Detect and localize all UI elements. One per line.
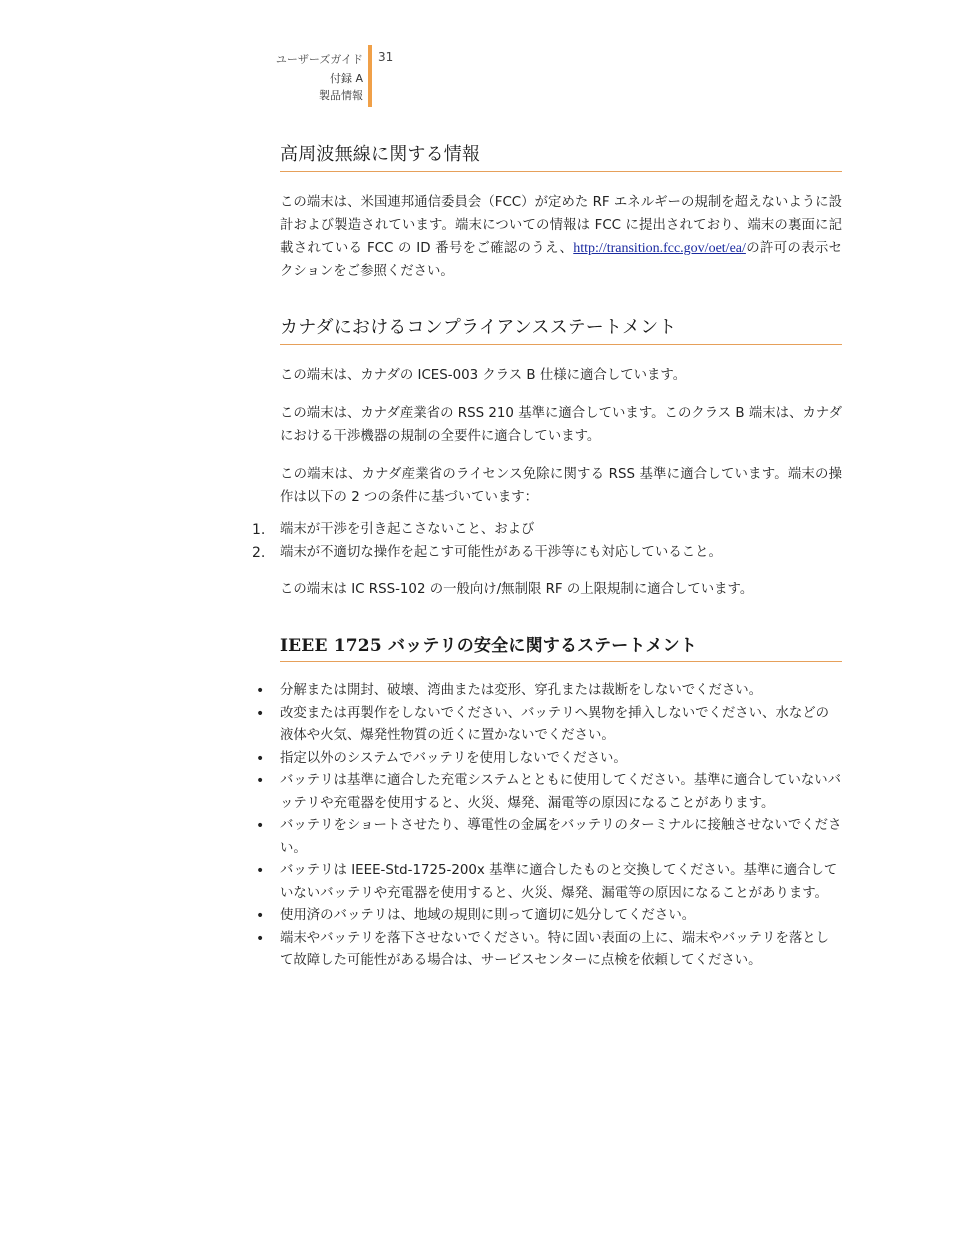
- list-item-text: 使用済のバッテリは、地域の規則に則って適切に処分してください。: [280, 908, 696, 923]
- bullet-marker: •: [256, 930, 265, 947]
- list-item-text: 改変または再製作をしないでください、バッテリへ異物を挿入しないでください、水などの液体や火気、爆発性物質の近くに置かないでください。: [280, 705, 830, 743]
- bullet-marker: •: [256, 908, 265, 924]
- section-title-canada: カナダにおけるコンプライアンスステートメント: [280, 313, 842, 345]
- section-label: 製品情報: [319, 89, 363, 102]
- bullet-marker: •: [256, 683, 265, 699]
- bullet-marker: •: [256, 818, 265, 834]
- rf-text-pre: この端末は、米国連邦通信委員会（FCC）が定めた RF エネルギーの規制を超えないように設計および製造されています。端末についての情報は FCC に提出されており、端末の裏面に記載されている FCC の ID 番号をご確認のうえ、: [280, 195, 842, 256]
- list-number: 2.: [252, 544, 266, 561]
- list-item-text: バッテリは基準に適合した充電システムとともに使用してください。基準に適合していないバッテリや充電器を使用すると、火災、爆発、漏電等の原因になることがあります。: [280, 773, 842, 811]
- canada-p3: この端末は、カナダ産業省のライセンス免除に関する RSS 基準に適合しています。端末の操作は以下の 2 つの条件に基づいています：: [280, 467, 842, 505]
- bullet-marker: •: [256, 705, 265, 722]
- list-item: [256, 815, 842, 860]
- list-item: [256, 703, 842, 748]
- list-item: [252, 519, 842, 542]
- list-item-text: 分解または開封、破壊、湾曲または変形、穿孔または裁断をしないでください。: [280, 683, 763, 698]
- page-number: 31: [378, 50, 394, 64]
- battery-bullet-list: [256, 680, 842, 973]
- list-item: [256, 905, 842, 928]
- section-title-ieee: IEEE 1725 バッテリの安全に関するステートメント: [280, 631, 842, 662]
- list-item-text: バッテリをショートさせたり、導電性の金属をバッテリのターミナルに接触させないでください。: [280, 818, 842, 856]
- canada-p4: この端末は IC RSS-102 の一般向け/無制限 RF の上限規制に適合しています。: [280, 582, 754, 597]
- bullet-marker: •: [256, 773, 265, 789]
- list-item-text: 端末が干渉を引き起こさないこと、および: [280, 522, 535, 537]
- bullet-marker: •: [256, 750, 265, 767]
- list-number: 1.: [252, 522, 266, 538]
- canada-p2: この端末は、カナダ産業省の RSS 210 基準に適合しています。このクラス B 端末は、カナダにおける干渉機器の規制の全要件に適合しています。: [280, 406, 842, 444]
- list-item: [252, 542, 842, 565]
- bullet-marker: •: [256, 863, 265, 879]
- list-item-text: 端末やバッテリを落下させないでください。特に固い表面の上に、端末やバッテリを落として故障した可能性がある場合は、サービスセンターに点検を依頼してください。: [280, 930, 830, 968]
- list-item: [256, 770, 842, 815]
- canada-p1: この端末は、カナダの ICES-003 クラス B 仕様に適合しています。: [280, 368, 687, 383]
- list-item-text: バッテリは IEEE-Std-1725-200x 基準に適合したものと交換してください。基準に適合していないバッテリや充電器を使用すると、火災、爆発、漏電等の原因になることがあります。: [280, 863, 838, 901]
- section-title-rf: 高周波無線に関する情報: [280, 140, 842, 172]
- guide-title: ユーザーズガイド: [275, 53, 363, 66]
- main-content: [252, 140, 842, 973]
- rf-paragraph: [280, 191, 842, 283]
- list-item: [256, 680, 842, 703]
- list-item-text: 指定以外のシステムでバッテリを使用しないでください。: [280, 750, 627, 766]
- rf-text-post: の許可の表示セクションをご参照ください。: [280, 241, 842, 279]
- list-item: [256, 928, 842, 973]
- page-header: [276, 50, 363, 103]
- list-item-text: 端末が不適切な操作を起こす可能性がある干渉等にも対応していること。: [280, 544, 722, 560]
- appendix-label: 付録 A: [329, 72, 363, 85]
- fcc-link[interactable]: http://transition.fcc.gov/oet/ea/: [573, 241, 746, 256]
- conditions-list: [252, 519, 842, 564]
- list-item: [256, 860, 842, 905]
- header-divider: [368, 45, 372, 107]
- list-item: [256, 748, 842, 771]
